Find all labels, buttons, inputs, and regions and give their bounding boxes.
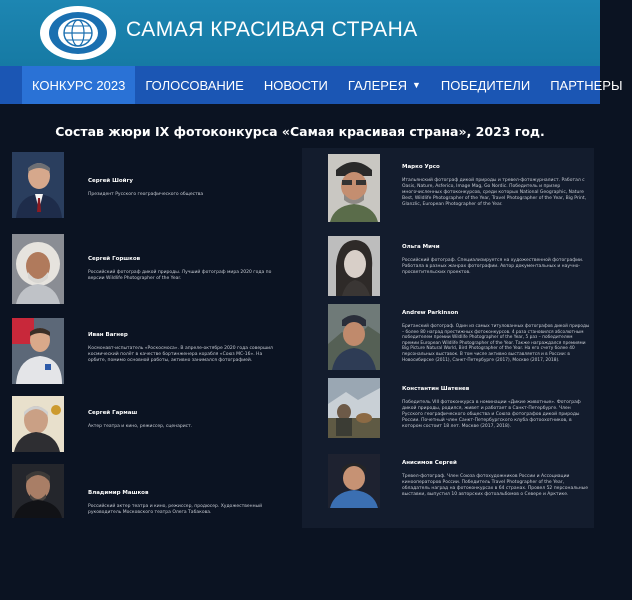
jury-name: Марко Урсо [402,164,440,170]
site-title[interactable]: САМАЯ КРАСИВАЯ СТРАНА [126,18,418,41]
jury-name: Ольга Мичи [402,244,440,250]
jury-name: Владимир Машков [88,490,149,496]
nav-item-label: ГОЛОСОВАНИЕ [145,77,244,93]
jury-photo [12,396,64,452]
person-portrait-icon [328,304,380,370]
rgo-logo[interactable] [40,6,116,60]
jury-desc: Российский фотограф дикой природы. Лучший фотограф мира 2020 года по версии Wildlife Photographer of the Year. [88,270,272,281]
jury-photo [328,154,380,222]
jury-name: Andrew Parkinson [402,310,459,316]
jury-photo [12,152,64,218]
nav-item-label: ПОБЕДИТЕЛИ [440,77,531,93]
person-portrait-icon [12,152,64,218]
nav-item-gallery[interactable] [338,66,431,104]
person-portrait-icon [12,396,64,452]
jury-photo [328,378,380,438]
nav-item-winners[interactable] [431,66,540,104]
nav-item-partners[interactable] [540,66,632,104]
person-portrait-icon [328,378,380,438]
person-portrait-icon [328,154,380,222]
jury-name: Анисимов Сергей [402,460,457,466]
jury-desc: Тревел-фотограф. Член Союза фотохудожников России и Ассоциации кинооператоров России. Победитель Travel Photographer of the Year, обладатель наград на фотоконкурсах в 64 странах. Провел 52 персональные выставки, выпустил 10 авторских фотоальбомов о Севере и Арктике. [402,474,589,497]
jury-name: Сергей Шойгу [88,178,133,184]
jury-photo [328,236,380,296]
person-portrait-icon [12,464,64,518]
main-nav [0,66,623,104]
jury-name: Константин Шатенев [402,386,470,392]
chevron-down-icon: ▼ [411,80,421,90]
nav-item-label: НОВОСТИ [263,77,328,93]
jury-desc: Актер театра и кино, режиссер, сценарист. [88,424,193,429]
jury-name: Сергей Гармаш [88,410,138,416]
jury-desc: Победитель VIII фотоконкурса в номинации «Дикие животные». Фотограф дикой природы, родился, живет и работает в Санкт-Петербурге. Член Русского географического общества и Союза фотографов дикой природы России. Почетный член Санкт-Петербургского клуба фотоохотников, в котором состоит 18 лет. Москве (2017, 2018). [402,400,581,429]
jury-desc: Российский актер театра и кино, режиссер, продюсер. Художественный руководитель Московского театра Олега Табакова. [88,504,263,515]
person-portrait-icon [328,236,380,296]
jury-column-left [8,148,284,528]
jury-photo [328,304,380,370]
jury-desc: Британский фотограф. Один из самых титулованных фотографов дикой природы – более 80 наград престижных фотоконкурсов. 4 раза становился абсолютным победителем премии Wildlife Photographer of the Year, 5 раз – победителем премии European Wildlife Photographer of the Year. Также награждался премиями Big Picture Natural World, Bird Photographer of the Year. На его счету более 40 персональных выставок. В том числе активно выставляется и в России: в Новосибирске (2011), Санкт-Петербурге (2017), Москве (2017, 2018). [402,324,590,363]
globe-icon [47,10,109,56]
person-portrait-icon [12,318,64,384]
nav-item-contest[interactable] [22,66,135,104]
page-title [0,124,600,139]
jury-name: Иван Вагнер [88,332,128,338]
jury-desc: Итальянский фотограф дикой природы и тревел-фотожурналист. Работал с Oasis, Nature, Asferico, Image Mag, Go Nordic. Победитель и призер многочисленных фотоконкурсов, среди которых National Geographic, Nature Best, Wildlife Photographer of the Year, Travel Photographer of the Year, Big Print, Glanzlic, European Photographer of the Year. [402,178,587,207]
page-title-text: Состав жюри IX фотоконкурса «Самая красивая страна», 2023 год. [55,124,545,139]
site-header [0,0,600,66]
nav-item-voting[interactable] [135,66,253,104]
jury-desc: Президент Русского географического общества [88,192,204,197]
person-portrait-icon [12,234,64,304]
nav-item-label: ПАРТНЕРЫ [550,77,623,93]
jury-photo [12,318,64,384]
jury-desc: Российский фотограф. Специализируется на художественной фотографии. Работала в разных жанрах фотографии. Автор документальных и научно-просветительских проектов. [402,258,584,275]
jury-column-right [302,148,594,528]
jury-photo [328,454,380,508]
person-portrait-icon [328,454,380,508]
jury-photo [12,464,64,518]
nav-item-news[interactable] [254,66,338,104]
nav-item-label: ГАЛЕРЕЯ [347,77,407,93]
jury-name: Сергей Горшков [88,256,141,262]
jury-desc: Космонавт-испытатель «Роскосмоса». В апреле-октябре 2020 года совершил космический полёт в качестве бортинженера корабля «Союз МС-16». На орбите, помимо основной работы, активно занимался фотографией. [88,346,273,363]
jury-photo [12,234,64,304]
nav-item-label: КОНКУРС 2023 [32,77,126,93]
